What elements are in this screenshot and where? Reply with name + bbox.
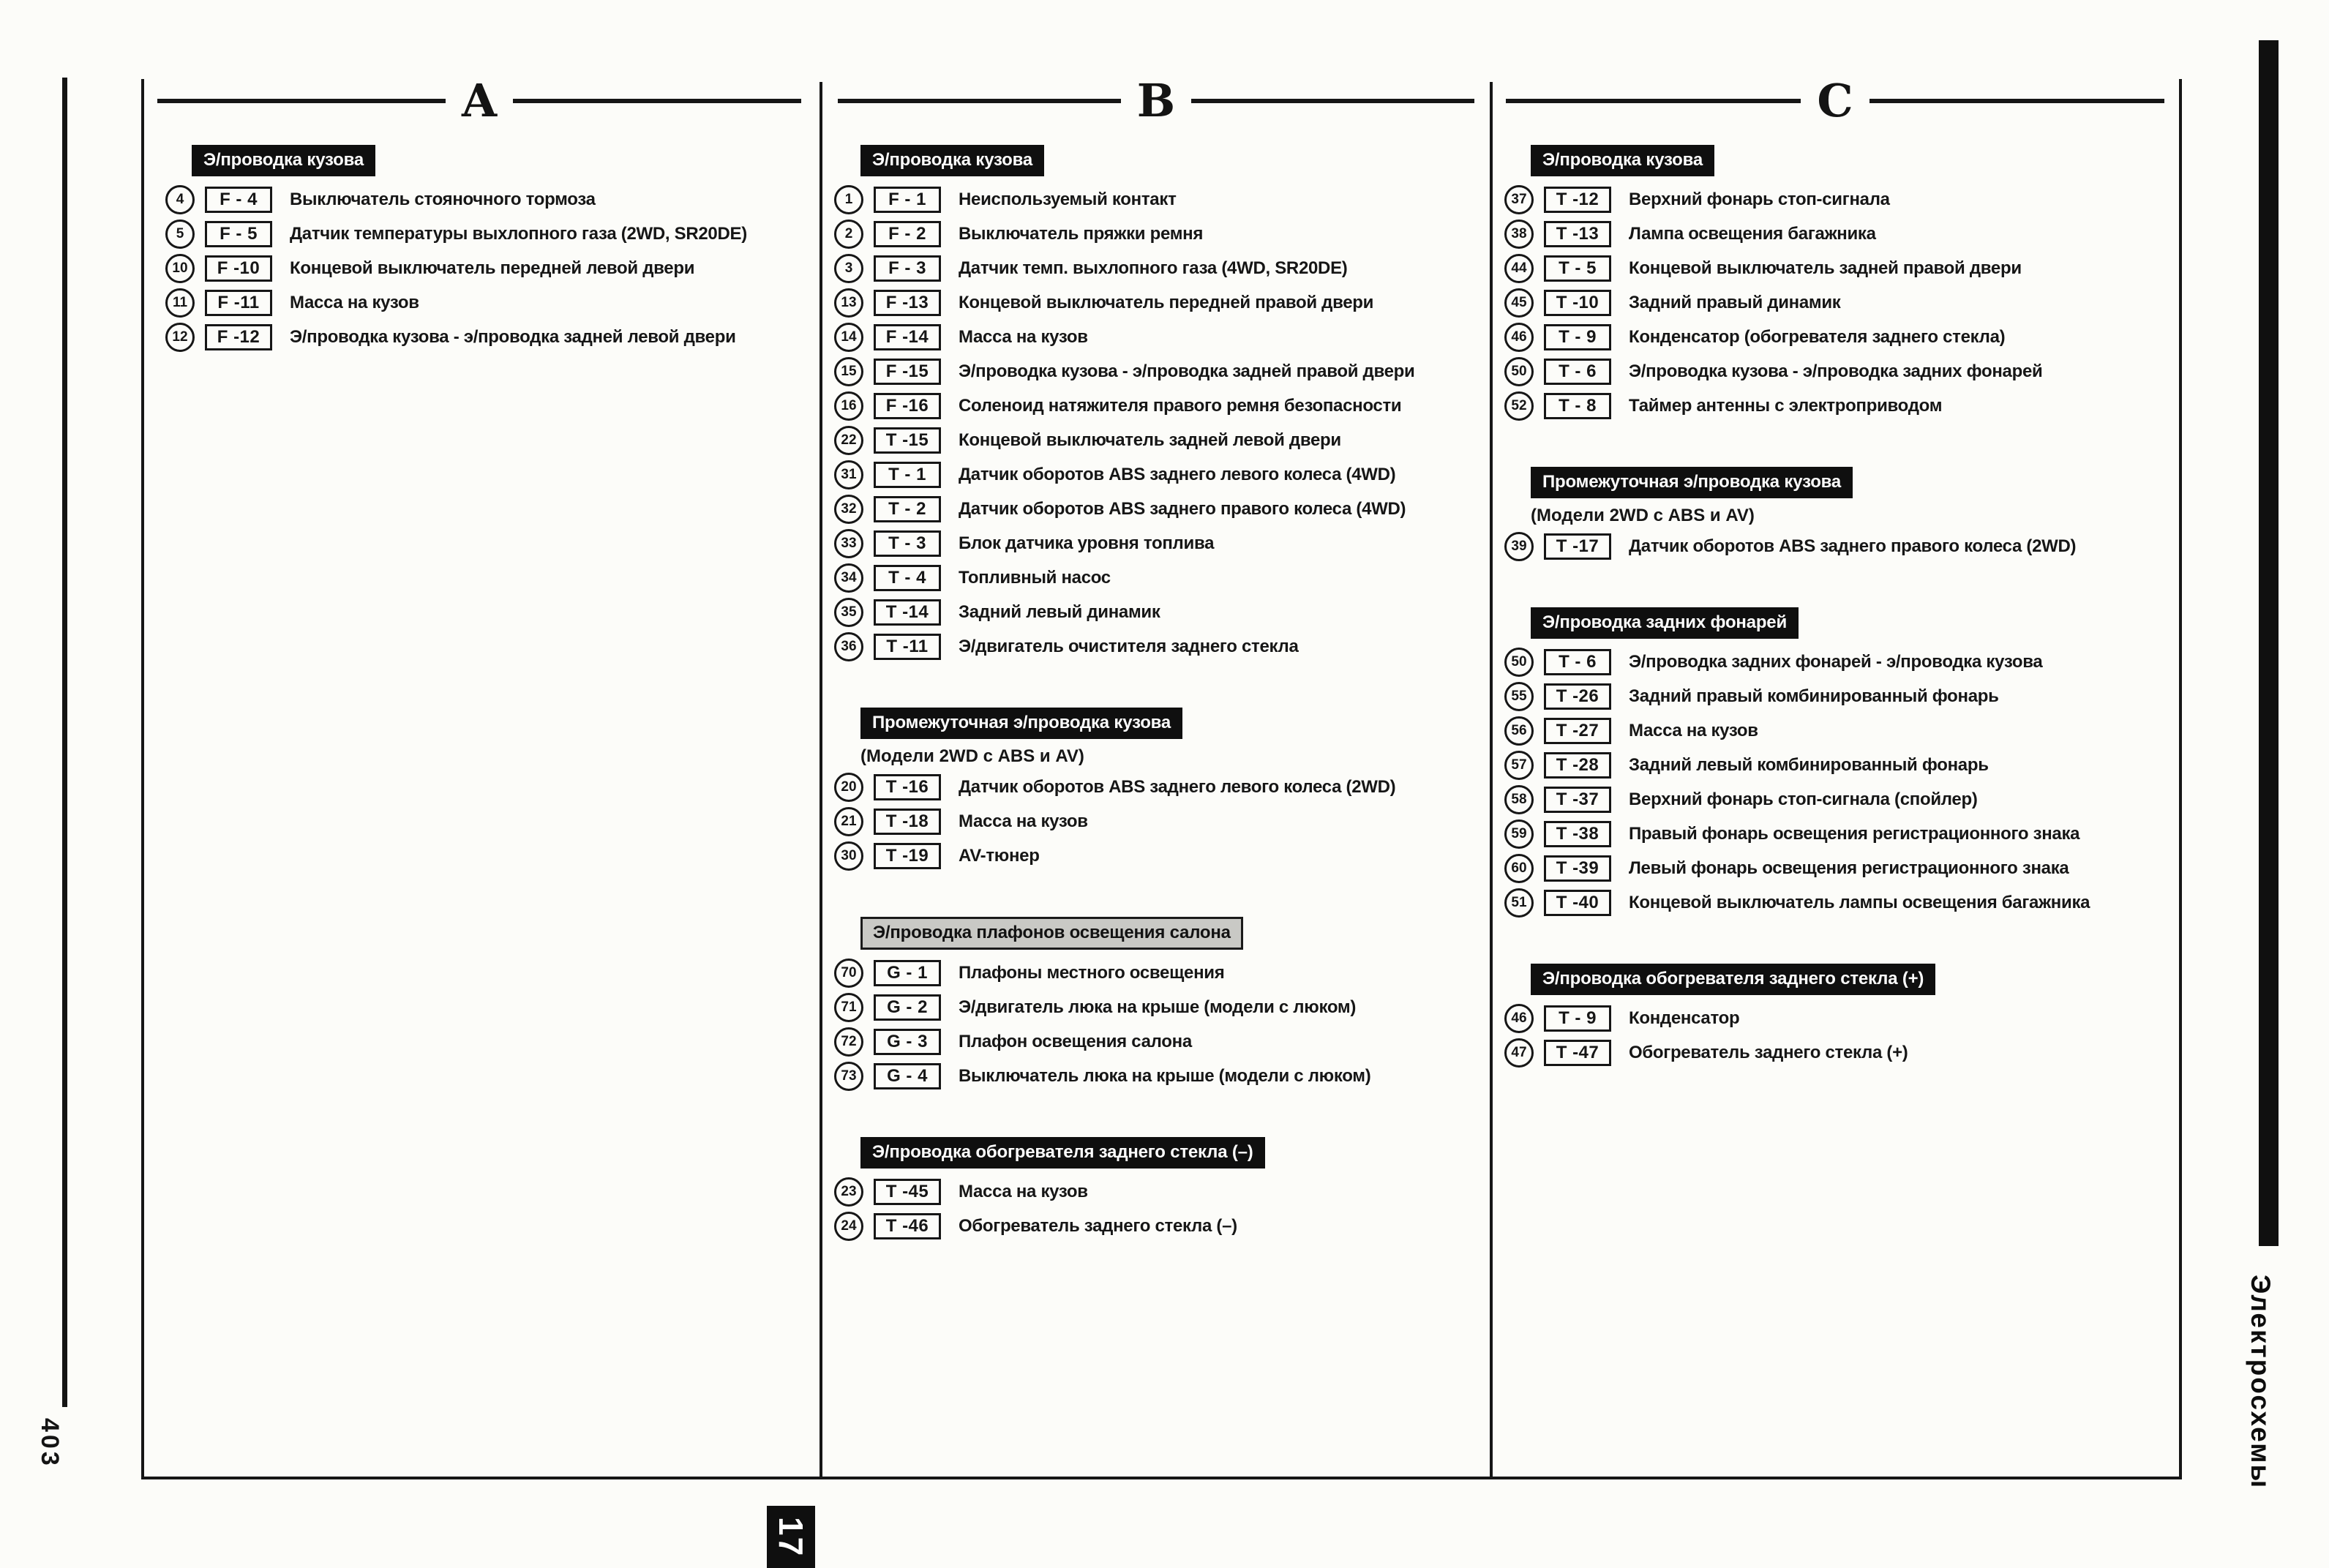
section-title-badge: Э/проводка задних фонарей bbox=[1531, 607, 1799, 639]
connector-row bbox=[828, 526, 1483, 560]
connector-description: Задний левый комбинированный фонарь bbox=[1629, 754, 1989, 775]
connector-code: T - 5 bbox=[1544, 255, 1611, 282]
section-title-badge: Э/проводка кузова bbox=[1531, 145, 1714, 176]
connector-code: F - 3 bbox=[874, 255, 941, 282]
section-title-badge: Промежуточная э/проводка кузова bbox=[860, 708, 1182, 739]
connector-row bbox=[1499, 320, 2175, 354]
connector-description: Задний правый динамик bbox=[1629, 292, 1841, 312]
section-subtitle: (Модели 2WD с ABS и AV) bbox=[1531, 506, 1755, 525]
chapter-tab bbox=[767, 1506, 815, 1568]
connector-code: G - 1 bbox=[874, 960, 941, 986]
connector-code: F -11 bbox=[205, 290, 272, 316]
header-rule bbox=[1506, 99, 1801, 103]
connector-section bbox=[1499, 607, 2175, 920]
connector-number: 24 bbox=[834, 1212, 863, 1241]
connector-code: T -26 bbox=[1544, 683, 1611, 710]
connector-number: 52 bbox=[1504, 391, 1534, 421]
connector-code: T - 6 bbox=[1544, 359, 1611, 385]
connector-code: F - 4 bbox=[205, 187, 272, 213]
section-title-badge: Э/проводка плафонов освещения салона bbox=[860, 917, 1243, 950]
connector-code: T -46 bbox=[874, 1213, 941, 1239]
connector-description: Концевой выключатель задней левой двери bbox=[959, 429, 1341, 450]
chapter-tab-number: 17 bbox=[772, 1516, 810, 1558]
connector-description: Топливный насос bbox=[959, 567, 1111, 588]
connector-code: F -16 bbox=[874, 393, 941, 419]
connector-section bbox=[160, 145, 814, 354]
connector-description: Концевой выключатель задней правой двери bbox=[1629, 258, 2022, 278]
connector-number: 21 bbox=[834, 807, 863, 836]
connector-number: 4 bbox=[165, 185, 195, 214]
connector-number: 22 bbox=[834, 426, 863, 455]
header-rule bbox=[513, 99, 801, 103]
connector-code: T -45 bbox=[874, 1179, 941, 1205]
connector-row bbox=[160, 285, 814, 320]
section-subtitle: (Модели 2WD с ABS и AV) bbox=[860, 746, 1084, 766]
connector-number: 50 bbox=[1504, 357, 1534, 386]
connector-code: T -28 bbox=[1544, 752, 1611, 779]
page-number: 403 bbox=[36, 1418, 64, 1468]
connector-number: 56 bbox=[1504, 716, 1534, 746]
connector-description: Э/проводка кузова - э/проводка задней левой двери bbox=[290, 326, 736, 347]
connector-number: 11 bbox=[165, 288, 195, 318]
connector-code: F - 1 bbox=[874, 187, 941, 213]
connector-number: 47 bbox=[1504, 1038, 1534, 1068]
connector-description: Масса на кузов bbox=[959, 326, 1088, 347]
connector-code: T -10 bbox=[1544, 290, 1611, 316]
connector-description: Э/двигатель очистителя заднего стекла bbox=[959, 636, 1299, 656]
chapter-side-bar bbox=[2259, 40, 2279, 1246]
connector-row bbox=[828, 217, 1483, 251]
connector-row bbox=[1499, 285, 2175, 320]
connector-code: T -12 bbox=[1544, 187, 1611, 213]
connector-number: 3 bbox=[834, 254, 863, 283]
connector-number: 1 bbox=[834, 185, 863, 214]
connector-number: 51 bbox=[1504, 888, 1534, 918]
connector-column-c bbox=[1499, 145, 2175, 1070]
connector-row bbox=[828, 354, 1483, 389]
connector-row bbox=[1499, 389, 2175, 423]
connector-row bbox=[1499, 217, 2175, 251]
connector-description: Концевой выключатель лампы освещения багажника bbox=[1629, 892, 2090, 912]
header-rule bbox=[1869, 99, 2164, 103]
connector-row bbox=[1499, 817, 2175, 851]
connector-code: T -15 bbox=[874, 427, 941, 454]
connector-number: 30 bbox=[834, 841, 863, 871]
connector-description: Датчик оборотов ABS заднего правого колеса (4WD) bbox=[959, 498, 1406, 519]
connector-number: 45 bbox=[1504, 288, 1534, 318]
connector-number: 34 bbox=[834, 563, 863, 593]
connector-row bbox=[828, 560, 1483, 595]
connector-row bbox=[828, 492, 1483, 526]
connector-number: 44 bbox=[1504, 254, 1534, 283]
connector-code: T - 6 bbox=[1544, 649, 1611, 675]
connector-number: 13 bbox=[834, 288, 863, 318]
connector-description: Э/двигатель люка на крыше (модели с люком) bbox=[959, 997, 1357, 1017]
connector-description: Концевой выключатель передней левой двери bbox=[290, 258, 695, 278]
connector-row bbox=[1499, 679, 2175, 713]
connector-number: 20 bbox=[834, 773, 863, 802]
connector-description: Выключатель стояночного тормоза bbox=[290, 189, 596, 209]
connector-row bbox=[1499, 1001, 2175, 1035]
connector-description: Э/проводка кузова - э/проводка задних фонарей bbox=[1629, 361, 2043, 381]
column-header-b bbox=[838, 76, 1474, 126]
section-title-badge: Э/проводка кузова bbox=[192, 145, 375, 176]
connector-description: Масса на кузов bbox=[959, 811, 1088, 831]
connector-number: 71 bbox=[834, 993, 863, 1022]
connector-row bbox=[828, 1174, 1483, 1209]
connector-code: T -16 bbox=[874, 774, 941, 800]
connector-code: T -38 bbox=[1544, 821, 1611, 847]
connector-section bbox=[828, 708, 1483, 873]
connector-description: Датчик температуры выхлопного газа (2WD, SR20DE) bbox=[290, 223, 747, 244]
connector-description: Плафон освещения салона bbox=[959, 1031, 1192, 1051]
header-letter-c: C bbox=[1817, 74, 1853, 127]
column-divider-ab bbox=[820, 82, 822, 1479]
header-rule bbox=[157, 99, 446, 103]
connector-row bbox=[828, 457, 1483, 492]
connector-description: Обогреватель заднего стекла (+) bbox=[1629, 1042, 1908, 1062]
connector-number: 5 bbox=[165, 220, 195, 249]
header-rule bbox=[1191, 99, 1474, 103]
section-title-badge: Э/проводка кузова bbox=[860, 145, 1044, 176]
connector-number: 16 bbox=[834, 391, 863, 421]
header-letter-b: B bbox=[1136, 74, 1176, 127]
connector-code: G - 4 bbox=[874, 1063, 941, 1089]
connector-code: T -40 bbox=[1544, 890, 1611, 916]
connector-number: 36 bbox=[834, 632, 863, 661]
connector-number: 46 bbox=[1504, 323, 1534, 352]
connector-description: Датчик оборотов ABS заднего левого колеса (2WD) bbox=[959, 776, 1396, 797]
connector-row bbox=[828, 251, 1483, 285]
connector-description: Концевой выключатель передней правой двери bbox=[959, 292, 1374, 312]
connector-number: 50 bbox=[1504, 648, 1534, 677]
connector-number: 35 bbox=[834, 598, 863, 627]
connector-section bbox=[1499, 145, 2175, 423]
connector-number: 70 bbox=[834, 959, 863, 988]
connector-code: F -10 bbox=[205, 255, 272, 282]
connector-number: 39 bbox=[1504, 532, 1534, 561]
connector-row bbox=[828, 1059, 1483, 1093]
connector-row bbox=[1499, 851, 2175, 885]
connector-row bbox=[1499, 782, 2175, 817]
connector-code: T - 3 bbox=[874, 530, 941, 557]
connector-number: 58 bbox=[1504, 785, 1534, 814]
connector-code: T -14 bbox=[874, 599, 941, 626]
connector-code: F - 2 bbox=[874, 221, 941, 247]
connector-row bbox=[828, 770, 1483, 804]
connector-code: T - 9 bbox=[1544, 324, 1611, 350]
connector-number: 46 bbox=[1504, 1004, 1534, 1033]
connector-description: Таймер антенны с электроприводом bbox=[1629, 395, 1943, 416]
connector-row bbox=[160, 182, 814, 217]
connector-code: F -14 bbox=[874, 324, 941, 350]
connector-row bbox=[1499, 182, 2175, 217]
connector-number: 33 bbox=[834, 529, 863, 558]
connector-description: AV-тюнер bbox=[959, 845, 1040, 866]
connector-row bbox=[160, 217, 814, 251]
connector-description: Масса на кузов bbox=[290, 292, 419, 312]
connector-description: Э/проводка кузова - э/проводка задней правой двери bbox=[959, 361, 1415, 381]
connector-description: Конденсатор bbox=[1629, 1008, 1740, 1028]
column-header-a bbox=[157, 76, 801, 126]
connector-description: Конденсатор (обогревателя заднего стекла) bbox=[1629, 326, 2006, 347]
connector-code: T -19 bbox=[874, 843, 941, 869]
connector-description: Датчик оборотов ABS заднего правого колеса (2WD) bbox=[1629, 536, 2077, 556]
connector-row bbox=[1499, 645, 2175, 679]
connector-description: Выключатель люка на крыше (модели с люком) bbox=[959, 1065, 1371, 1086]
connector-code: T -13 bbox=[1544, 221, 1611, 247]
connector-row bbox=[828, 1024, 1483, 1059]
connector-description: Неиспользуемый контакт bbox=[959, 189, 1177, 209]
connector-number: 60 bbox=[1504, 854, 1534, 883]
connector-row bbox=[1499, 885, 2175, 920]
left-margin-rule bbox=[62, 78, 67, 1407]
connector-description: Задний левый динамик bbox=[959, 601, 1160, 622]
connector-number: 32 bbox=[834, 495, 863, 524]
connector-number: 55 bbox=[1504, 682, 1534, 711]
connector-number: 38 bbox=[1504, 220, 1534, 249]
connector-code: T -47 bbox=[1544, 1040, 1611, 1066]
connector-number: 2 bbox=[834, 220, 863, 249]
connector-code: T - 1 bbox=[874, 462, 941, 488]
connector-column-b bbox=[828, 145, 1483, 1243]
connector-description: Плафоны местного освещения bbox=[959, 962, 1225, 983]
header-letter-a: A bbox=[461, 74, 498, 127]
connector-number: 23 bbox=[834, 1177, 863, 1207]
connector-description: Верхний фонарь стоп-сигнала (спойлер) bbox=[1629, 789, 1978, 809]
connector-section bbox=[828, 1137, 1483, 1243]
connector-code: T -27 bbox=[1544, 718, 1611, 744]
connector-row bbox=[828, 990, 1483, 1024]
connector-number: 15 bbox=[834, 357, 863, 386]
connector-row bbox=[1499, 251, 2175, 285]
connector-number: 73 bbox=[834, 1062, 863, 1091]
connector-number: 57 bbox=[1504, 751, 1534, 780]
connector-row bbox=[1499, 1035, 2175, 1070]
connector-row bbox=[828, 320, 1483, 354]
connector-description: Обогреватель заднего стекла (–) bbox=[959, 1215, 1237, 1236]
connector-description: Масса на кузов bbox=[1629, 720, 1758, 740]
connector-row bbox=[1499, 529, 2175, 563]
connector-row bbox=[1499, 713, 2175, 748]
connector-row bbox=[828, 804, 1483, 839]
connector-row bbox=[828, 285, 1483, 320]
connector-code: T - 2 bbox=[874, 496, 941, 522]
connector-code: F - 5 bbox=[205, 221, 272, 247]
connector-row bbox=[160, 251, 814, 285]
connector-number: 59 bbox=[1504, 819, 1534, 849]
connector-row bbox=[828, 389, 1483, 423]
connector-code: T - 4 bbox=[874, 565, 941, 591]
connector-row bbox=[828, 629, 1483, 664]
connector-code: T -37 bbox=[1544, 787, 1611, 813]
connector-description: Э/проводка задних фонарей - э/проводка кузова bbox=[1629, 651, 2043, 672]
connector-row bbox=[828, 423, 1483, 457]
connector-number: 12 bbox=[165, 323, 195, 352]
connector-code: T -17 bbox=[1544, 533, 1611, 560]
connector-section bbox=[1499, 467, 2175, 563]
connector-description: Датчик темп. выхлопного газа (4WD, SR20DE) bbox=[959, 258, 1348, 278]
connector-section bbox=[828, 145, 1483, 664]
section-title-badge: Промежуточная э/проводка кузова bbox=[1531, 467, 1853, 498]
connector-row bbox=[1499, 748, 2175, 782]
connector-code: G - 2 bbox=[874, 994, 941, 1021]
section-title-badge: Э/проводка обогревателя заднего стекла (+) bbox=[1531, 964, 1935, 995]
connector-description: Верхний фонарь стоп-сигнала bbox=[1629, 189, 1890, 209]
connector-code: F -12 bbox=[205, 324, 272, 350]
connector-row bbox=[828, 595, 1483, 629]
connector-code: G - 3 bbox=[874, 1029, 941, 1055]
connector-row bbox=[828, 956, 1483, 990]
connector-description: Правый фонарь освещения регистрационного знака bbox=[1629, 823, 2080, 844]
connector-row bbox=[160, 320, 814, 354]
connector-description: Блок датчика уровня топлива bbox=[959, 533, 1215, 553]
connector-code: T -18 bbox=[874, 809, 941, 835]
column-header-c bbox=[1506, 76, 2164, 126]
connector-row bbox=[1499, 354, 2175, 389]
header-rule bbox=[838, 99, 1121, 103]
connector-number: 72 bbox=[834, 1027, 863, 1057]
connector-number: 14 bbox=[834, 323, 863, 352]
connector-row bbox=[828, 182, 1483, 217]
connector-code: F -15 bbox=[874, 359, 941, 385]
connector-description: Лампа освещения багажника bbox=[1629, 223, 1876, 244]
connector-description: Соленоид натяжителя правого ремня безопасности bbox=[959, 395, 1402, 416]
connector-code: F -13 bbox=[874, 290, 941, 316]
connector-description: Левый фонарь освещения регистрационного знака bbox=[1629, 858, 2069, 878]
connector-row bbox=[828, 839, 1483, 873]
connector-description: Датчик оборотов ABS заднего левого колеса (4WD) bbox=[959, 464, 1396, 484]
connector-section bbox=[1499, 964, 2175, 1070]
connector-number: 10 bbox=[165, 254, 195, 283]
connector-number: 31 bbox=[834, 460, 863, 489]
connector-description: Задний правый комбинированный фонарь bbox=[1629, 686, 1999, 706]
connector-code: T -11 bbox=[874, 634, 941, 660]
connector-description: Масса на кузов bbox=[959, 1181, 1088, 1201]
section-title-badge: Э/проводка обогревателя заднего стекла (–) bbox=[860, 1137, 1265, 1169]
connector-section bbox=[828, 917, 1483, 1093]
connector-code: T - 9 bbox=[1544, 1005, 1611, 1032]
connector-row bbox=[828, 1209, 1483, 1243]
connector-code: T -39 bbox=[1544, 855, 1611, 882]
chapter-side-label: Электросхемы bbox=[2246, 1275, 2276, 1490]
connector-column-a bbox=[160, 145, 814, 354]
connector-description: Выключатель пряжки ремня bbox=[959, 223, 1204, 244]
connector-code: T - 8 bbox=[1544, 393, 1611, 419]
column-divider-bc bbox=[1490, 82, 1493, 1479]
connector-number: 37 bbox=[1504, 185, 1534, 214]
